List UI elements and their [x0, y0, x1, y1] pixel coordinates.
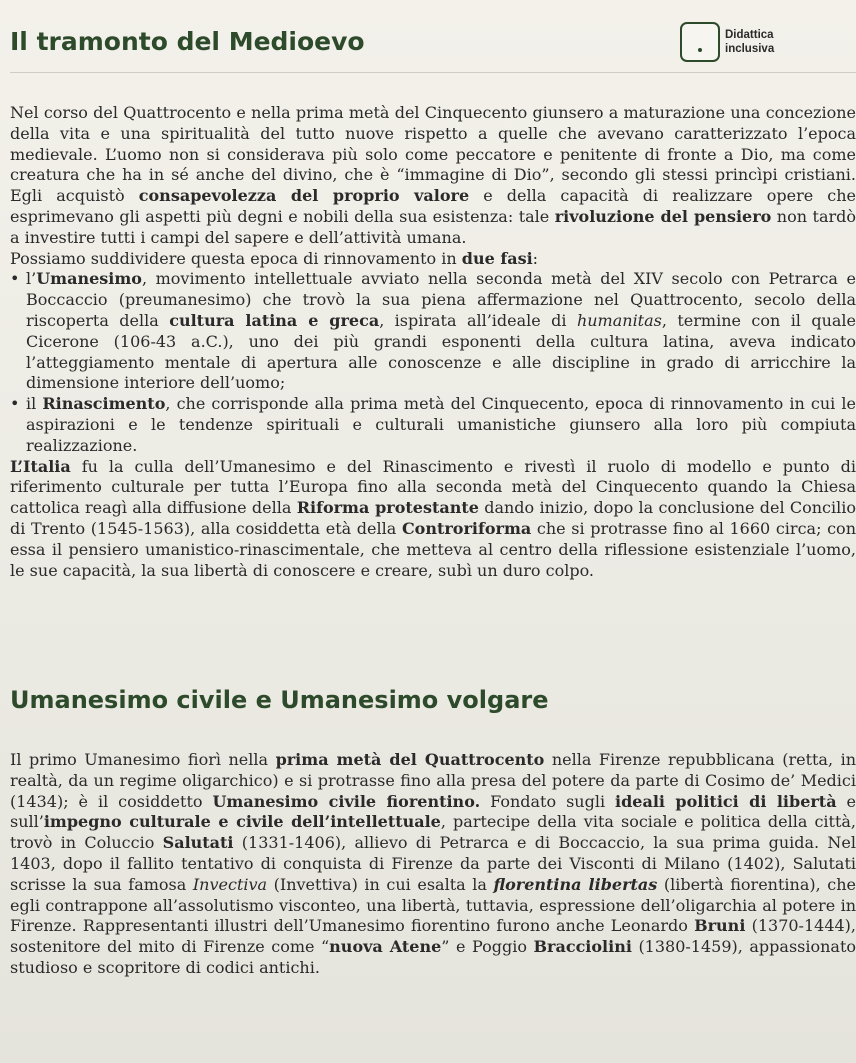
- list-item-rinascimento: • il Rinascimento, che corrisponde alla prima metà del Cinquecento, epoca di rinnovamento in cui le aspirazioni e le tendenze spirituali e culturali umanistiche giunsero alla loro più compiuta realizzazione.: [10, 394, 856, 456]
- section-title: Umanesimo civile e Umanesimo volgare: [10, 686, 549, 714]
- page-title: Il tramonto del Medioevo: [10, 27, 365, 56]
- intro-paragraph-1: Nel corso del Quattrocento e nella prima metà del Cinquecento giunsero a maturazione una concezione della vita e una spiritualità del tutto nuove rispetto a quelle che avevano caratterizzato l’epoca medievale. L’uomo non si considerava più solo come peccatore e penitente di fronte a Dio, ma come creatura che ha in sé anche del divino, che è “immagine di Dio”, secondo gli stessi princìpi cristiani. Egli acquistò consapevolezza del proprio valore e della capacità di realizzare opere che esprimevano gli aspetti più degni e nobili della sua esistenza: tale rivoluzione del pensiero non tardò a investire tutti i campi del sapere e dell’attività umana.: [10, 103, 856, 247]
- intro-paragraph-2: Possiamo suddividere questa epoca di rinnovamento in due fasi:: [10, 248, 539, 268]
- header-divider: [10, 72, 856, 73]
- section-paragraph: Il primo Umanesimo fiorì nella prima metà del Quattrocento nella Firenze repubblicana (retta, in realtà, da un regime oligarchico) e si protrasse fino alla presa del potere da parte di Cosimo de’ Medici (1434); è il cosiddetto Umanesimo civile fiorentino. Fondato sugli ideali politici di libertà e sull’impegno culturale e civile dell’intellettuale, partecipe della vita sociale e politica della città, trovò in Coluccio Salutati (1331-1406), allievo di Petrarca e di Boccaccio, la sua prima guida. Nel 1403, dopo il fallito tentativo di conquista di Firenze da parte dei Visconti di Milano (1402), Salutati scrisse la sua famosa Invectiva (Invettiva) in cui esalta la florentina libertas (libertà fiorentina), che egli contrappone all’assolutismo visconteo, una libertà, tuttavia, espressione dell’oligarchia al potere in Firenze. Rappresentanti illustri dell’Umanesimo fiorentino furono anche Leonardo Bruni (1370-1444), sostenitore del mito di Firenze come “nuova Atene” e Poggio Bracciolini (1380-1459), appassionato studioso e scopritore di codici antichi.: [10, 750, 856, 977]
- list-item-umanesimo: • l’Umanesimo, movimento intellettuale avviato nella seconda metà del XIV secolo con Petrarca e Boccaccio (preumanesimo) che trovò la sua piena affermazione nel Quattrocento, secolo della riscoperta della cultura latina e greca, ispirata all’ideale di humanitas, termine con il quale Cicerone (106-43 a.C.), uno dei più grandi esponenti della cultura latina, aveva indicato l’atteggiamento mentale di apertura alle conoscenze e alle discipline in grado di arricchire la dimensione interiore dell’uomo;: [10, 269, 856, 394]
- inclusive-teaching-badge: [680, 20, 774, 64]
- intro-text: [10, 103, 856, 581]
- intro-paragraph-3: L’Italia fu la culla dell’Umanesimo e del Rinascimento e rivestì il ruolo di modello e punto di riferimento culturale per tutta l’Europa fino alla seconda metà del Cinquecento quando la Chiesa cattolica reagì alla diffusione della Riforma protestante dando inizio, dopo la conclusione del Concilio di Trento (1545-1563), alla cosiddetta età della Controriforma che si protrasse fino al 1660 circa; con essa il pensiero umanistico-rinascimentale, che metteva al centro della riflessione esistenziale l’uomo, le sue capacità, la sua libertà di conoscere e creare, subì un duro colpo.: [10, 456, 856, 580]
- badge-line-1: Didattica: [725, 29, 774, 41]
- badge-label: [725, 28, 774, 56]
- tablet-icon: [680, 22, 720, 62]
- phases-list: [10, 269, 856, 456]
- badge-line-2: inclusiva: [725, 43, 775, 55]
